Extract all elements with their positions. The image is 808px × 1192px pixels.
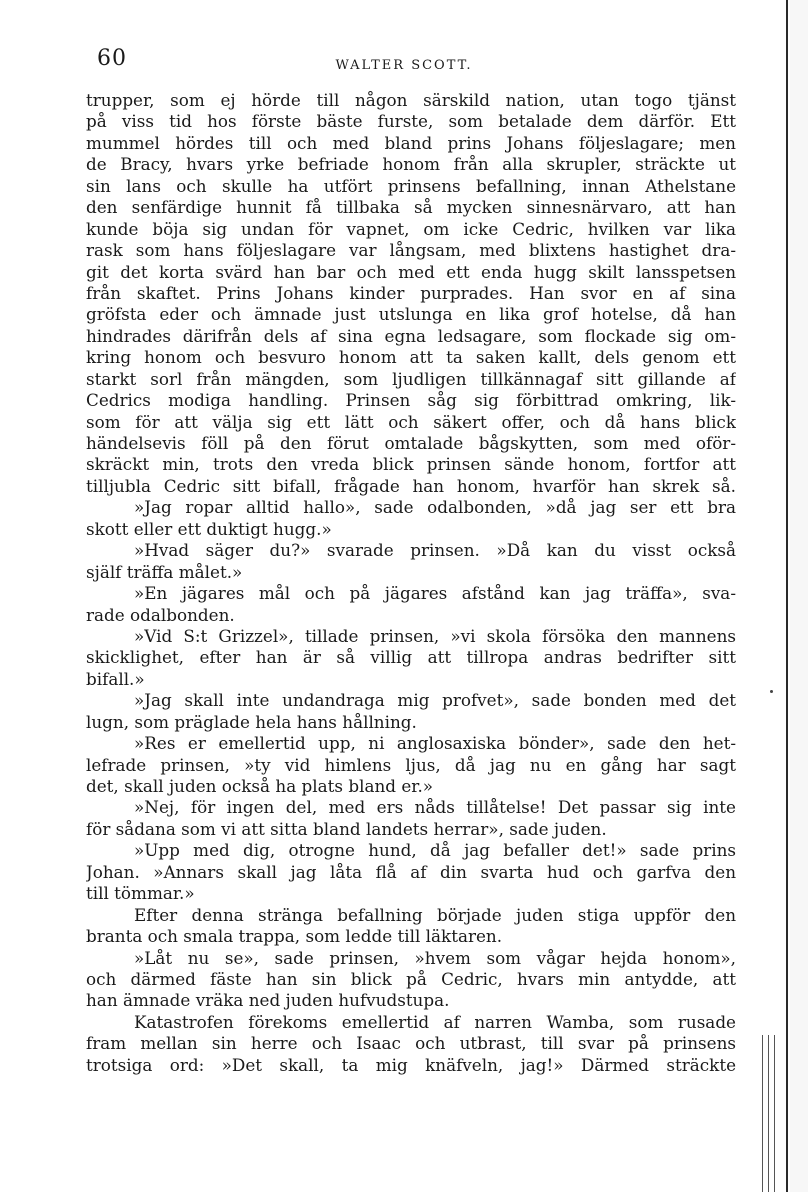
text-line: »En jägares mål och på jägares afstånd kan jag träffa», sva- — [134, 583, 736, 604]
text-line: »Hvad säger du?» svarade prinsen. »Då kan du visst också — [134, 540, 736, 561]
text-line: han ämnade vräka ned juden hufvudstupa. — [86, 990, 450, 1011]
text-line: trupper, som ej hörde till någon särskild nation, utan togo tjänst — [86, 90, 736, 110]
page-number: 60 — [97, 46, 127, 71]
text-line: »Res er emellertid upp, ni anglosaxiska bönder», sade den het- — [134, 733, 736, 754]
text-line: skräckt min, trots den vreda blick prinsen sände honom, fortfor att — [86, 454, 736, 475]
text-line: »Jag skall inte undandraga mig profvet», sade bonden med det — [134, 690, 736, 711]
text-line: skott eller ett duktigt hugg.» — [86, 518, 332, 539]
text-line: det, skall juden också ha plats bland er.» — [86, 776, 434, 796]
text-line: skicklighet, efter han är så villig att tillropa andras bedrifter sitt — [86, 647, 736, 668]
text-line: de Bracy, hvars yrke befriade honom från alla skrupler, sträckte ut — [86, 154, 736, 175]
text-line: den senfärdige hunnit få tillbaka så mycken sinnesnärvaro, att han — [86, 197, 736, 218]
text-line: Katastrofen förekoms emellertid af narren Wamba, som rusade — [134, 1011, 736, 1032]
text-line: händelsevis föll på den förut omtalade bågskytten, som med oför- — [86, 433, 736, 453]
text-line: »Låt nu se», sade prinsen, »hvem som vågar hejda honom», — [134, 947, 736, 968]
text-line: »Vid S:t Grizzel», tillade prinsen, »vi skola försöka den mannens — [134, 625, 736, 646]
text-line: hindrades därifrån dels af sina egna ledsagare, som flockade sig om- — [86, 325, 736, 346]
text-line: bifall.» — [86, 668, 145, 689]
text-line: själf träffa målet.» — [86, 561, 243, 582]
text-line: rade odalbonden. — [86, 604, 235, 625]
text-line: sin lans och skulle ha utfört prinsens befallning, innan Athelstane — [86, 175, 736, 196]
text-line: lefrade prinsen, »ty vid himlens ljus, då jag nu en gång har sagt — [86, 754, 736, 775]
body-text — [86, 90, 736, 1076]
text-line: Cedrics modiga handling. Prinsen såg sig förbittrad omkring, lik- — [86, 390, 736, 411]
text-line: som för att välja sig ett lätt och säkert offer, och då hans blick — [86, 411, 736, 432]
margin-dot — [770, 690, 773, 693]
text-line: trotsiga ord: »Det skall, ta mig knäfveln, jag!» Därmed sträckte — [86, 1054, 736, 1075]
text-line: kunde böja sig undan för vapnet, om icke Cedric, hvilken var lika — [86, 218, 736, 239]
text-line: gröfsta eder och ämnade just utslunga en lika grof hotelse, då han — [86, 304, 736, 325]
text-line: och därmed fäste han sin blick på Cedric, hvars min antydde, att — [86, 968, 736, 989]
text-line: branta och smala trappa, som ledde till läktaren. — [86, 926, 503, 947]
running-head: WALTER SCOTT. — [335, 58, 473, 73]
text-line: Efter denna stränga befallning började juden stiga uppför den — [134, 904, 736, 925]
text-line: Johan. »Annars skall jag låta flå af din svarta hud och garfva den — [86, 861, 736, 882]
text-line: rask som hans följeslagare var långsam, med blixtens hastighet dra- — [86, 240, 736, 261]
text-line: från skaftet. Prins Johans kinder purprades. Han svor en af sina — [86, 282, 736, 303]
text-line: fram mellan sin herre och Isaac och utbrast, till svar på prinsens — [86, 1033, 736, 1054]
page-edge-shadow — [790, 0, 808, 1192]
text-line: »Upp med dig, otrogne hund, då jag befaller det!» sade prins — [134, 840, 736, 861]
text-line: »Jag ropar alltid hallo», sade odalbonden, »då jag ser ett bra — [134, 497, 736, 518]
text-line: tilljubla Cedric sitt bifall, frågade han honom, hvarför han skrek så. — [86, 475, 736, 496]
text-line: till tömmar.» — [86, 883, 195, 904]
text-line: på viss tid hos förste bäste furste, som betalade dem därför. Ett — [86, 111, 736, 132]
margin-bracket-lines — [760, 1035, 778, 1192]
text-line: git det korta svärd han bar och med ett enda hugg skilt lansspetsen — [86, 261, 736, 282]
text-line: mummel hördes till och med bland prins Johans följeslagare; men — [86, 132, 736, 153]
text-line: för sådana som vi att sitta bland landets herrar», sade juden. — [86, 818, 607, 839]
text-line: »Nej, för ingen del, med ers nåds tillåtelse! Det passar sig inte — [134, 797, 736, 818]
text-line: starkt sorl från mängden, som ljudligen tillkännagaf sitt gillande af — [86, 368, 736, 389]
text-line: kring honom och besvuro honom att ta saken kallt, dels genom ett — [86, 347, 736, 368]
text-line: lugn, som präglade hela hans hållning. — [86, 711, 417, 732]
page-edge-rule — [786, 0, 788, 1192]
